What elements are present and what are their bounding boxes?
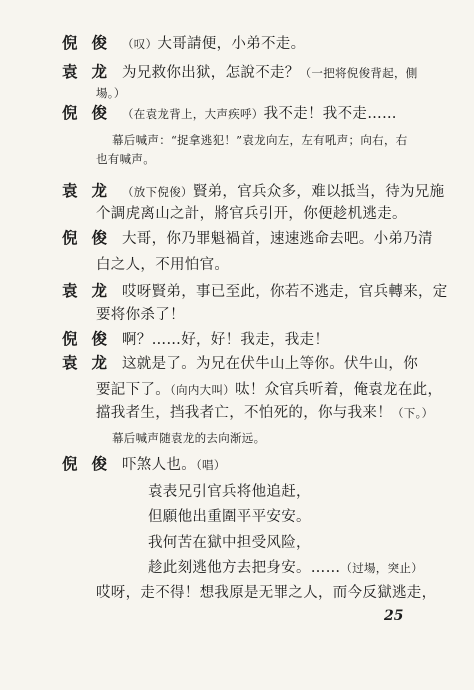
line-text: 要記下了。 — [96, 382, 170, 398]
line-text: 吓煞人也。 — [122, 457, 196, 473]
text-line — [96, 256, 229, 274]
line-text: 但願他出重圍平平安安。 — [148, 509, 311, 525]
speaker-name: 袁龙 — [62, 353, 122, 372]
dialogue-line — [122, 230, 433, 248]
line-text: 袁表兄引官兵将他追赶， — [148, 484, 311, 500]
line-text: 呔！众官兵听着，俺袁龙在此， — [235, 382, 443, 398]
dialogue-line — [122, 331, 329, 349]
text-line — [96, 584, 436, 602]
stage-direction: 幕后喊声：“捉拿逃犯！”袁龙向左，左有吼声；向右，右 — [112, 133, 408, 147]
line-text: 啊？……好，好！我走，我走！ — [122, 332, 330, 348]
stage-direction: 場。） — [96, 86, 126, 100]
line-text: 大哥請便，小弟不走。 — [157, 36, 306, 52]
dialogue-line — [122, 355, 418, 373]
speaker-name: 倪俊 — [62, 454, 122, 473]
stage-direction: 幕后喊声随袁龙的去向渐远。 — [112, 431, 266, 445]
dialogue-line — [122, 283, 448, 301]
line-text: 白之人，不用怕官。 — [96, 257, 230, 273]
dialogue-line — [122, 456, 226, 474]
stage-direction: （叹） — [122, 37, 158, 51]
text-line — [96, 84, 126, 102]
stage-direction: 也有喊声。 — [96, 152, 155, 166]
stage-direction: （向内大叫） — [170, 383, 236, 397]
line-text: 我不走！我不走…… — [263, 106, 397, 122]
line-text: 哎呀，走不得！想我原是无罪之人，而今反獄逃走， — [96, 585, 437, 601]
speaker-name: 袁龙 — [62, 62, 122, 81]
line-text: 为兄救你出狱，怎說不走？ — [122, 65, 300, 81]
speaker-name: 袁龙 — [62, 281, 122, 300]
stage-direction: （下。） — [392, 406, 434, 420]
line-text: 趁此刻逃他方去把身安。…… — [148, 560, 341, 576]
text-line — [148, 508, 311, 526]
speaker-name: 倪俊 — [62, 329, 122, 348]
dialogue-line — [122, 183, 444, 201]
text-line — [148, 534, 311, 552]
line-text: 擋我者生，挡我者亡，不怕死的，你与我来！ — [96, 405, 392, 421]
page-number: 25 — [384, 608, 404, 624]
stage-direction: （唱） — [196, 458, 226, 472]
speaker-name: 袁龙 — [62, 181, 122, 200]
stage-direction: （一把将倪俊背起，側 — [299, 66, 418, 80]
speaker-name: 倪俊 — [62, 103, 122, 122]
line-text: 要将你杀了！ — [96, 307, 185, 323]
line-text: 这就是了。为兄在伏牛山上等你。伏牛山，你 — [122, 356, 418, 372]
text-line — [96, 404, 433, 422]
speaker-name: 倪俊 — [62, 228, 122, 247]
dialogue-line — [122, 64, 418, 82]
text-line — [112, 429, 265, 447]
text-line — [96, 205, 407, 223]
text-line — [112, 131, 408, 149]
text-line — [148, 483, 311, 501]
speaker-name: 倪俊 — [62, 33, 122, 52]
stage-direction: （放下倪俊） — [122, 185, 193, 199]
stage-direction: （在袁龙背上，大声疾呼） — [122, 107, 264, 121]
text-line — [96, 150, 155, 168]
dialogue-line — [122, 35, 305, 53]
text-line — [148, 559, 423, 577]
line-text: 个調虎离山之計，將官兵引开，你便趁机逃走。 — [96, 206, 407, 222]
line-text: 哎呀賢弟，事已至此，你若不逃走，官兵轉来，定 — [122, 284, 448, 300]
line-text: 大哥，你乃罪魁禍首，速速逃命去吧。小弟乃清 — [122, 231, 433, 247]
text-line — [96, 306, 185, 324]
line-text: 我何苦在獄中担受风险， — [148, 535, 311, 551]
dialogue-line — [122, 105, 397, 123]
text-line — [96, 381, 442, 399]
stage-direction: （过場，突止） — [340, 561, 424, 575]
line-text: 賢弟，官兵众多，难以抵当，待为兄施 — [192, 184, 445, 200]
